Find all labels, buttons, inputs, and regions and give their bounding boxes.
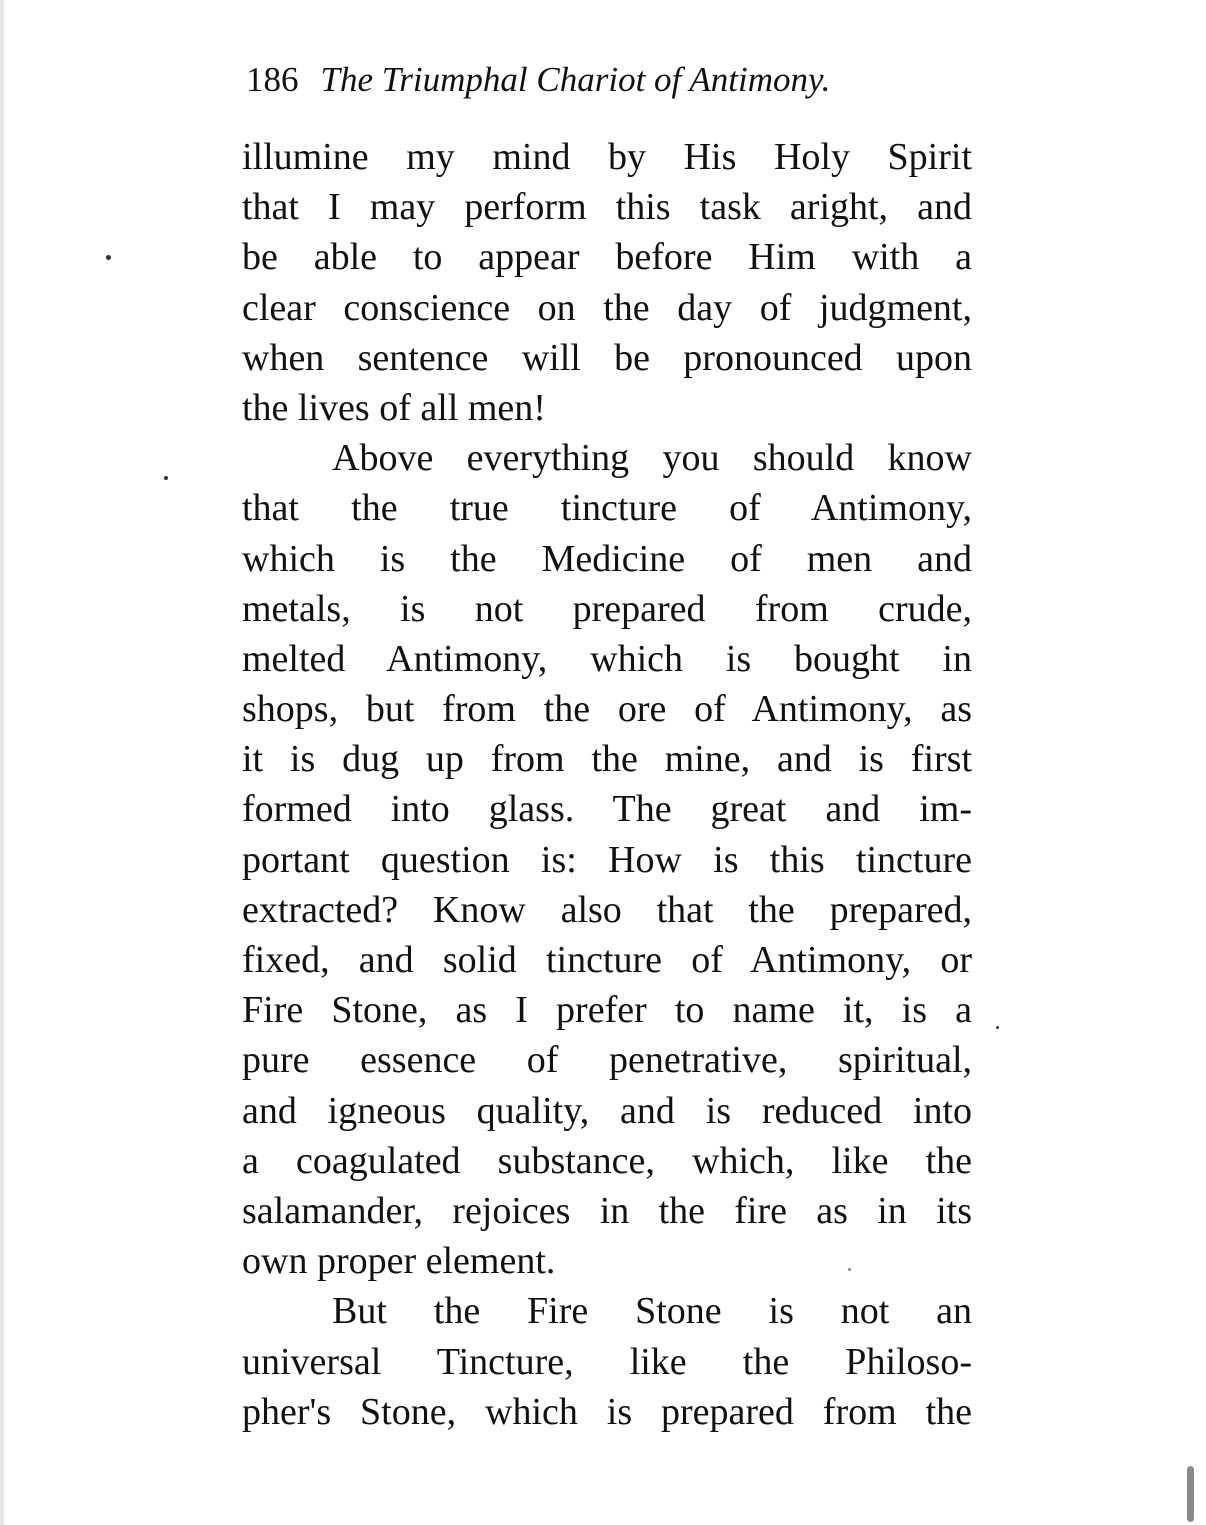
- text-line: salamander, rejoices in the fire as in its: [242, 1189, 972, 1232]
- text-line: metals, is not prepared from crude,: [242, 587, 972, 630]
- page-number: 186: [246, 60, 299, 99]
- running-head: [246, 56, 830, 104]
- page-left-edge: [0, 0, 4, 1525]
- text-line: be able to appear before Him with a: [242, 236, 972, 279]
- scrollbar-thumb[interactable]: [1187, 1466, 1194, 1522]
- text-line: melted Antimony, which is bought in: [242, 637, 972, 680]
- text-line: illumine my mind by His Holy Spirit: [242, 136, 972, 178]
- text-line: extracted? Know also that the prepared,: [242, 888, 972, 931]
- text-line: a coagulated substance, which, like the: [242, 1139, 972, 1182]
- text-line: the lives of all men!: [242, 386, 546, 429]
- text-line: and igneous quality, and is reduced into: [242, 1089, 972, 1132]
- text-line: formed into glass. The great and im-: [242, 788, 972, 831]
- text-line: it is dug up from the mine, and is first: [242, 738, 972, 781]
- text-line: when sentence will be pronounced upon: [242, 336, 972, 379]
- text-line: which is the Medicine of men and: [242, 537, 972, 580]
- text-line: universal Tincture, like the Philoso-: [242, 1340, 972, 1383]
- text-line: that the true tincture of Antimony,: [242, 487, 972, 530]
- paragraph-start-line: But the Fire Stone is not an: [332, 1290, 972, 1333]
- text-line: fixed, and solid tincture of Antimony, or: [242, 939, 972, 981]
- text-line: portant question is: How is this tincture: [242, 838, 972, 881]
- text-line: own proper element.: [242, 1240, 556, 1283]
- scan-speck: [164, 476, 168, 480]
- scan-speck: [996, 1026, 999, 1029]
- scan-speck: [106, 255, 111, 260]
- text-line: Fire Stone, as I prefer to name it, is a: [242, 989, 972, 1032]
- text-line: that I may perform this task aright, and: [242, 186, 972, 229]
- text-line: shops, but from the ore of Antimony, as: [242, 688, 972, 731]
- running-title: The Triumphal Chariot of Antimony.: [320, 60, 831, 99]
- text-line: pher's Stone, which is prepared from the: [242, 1390, 972, 1433]
- text-line: clear conscience on the day of judgment,: [242, 286, 972, 329]
- scan-speck: [848, 1268, 851, 1271]
- body-text: [242, 132, 972, 1437]
- paragraph-start-line: Above everything you should know: [332, 437, 972, 480]
- text-line: pure essence of penetrative, spiritual,: [242, 1039, 972, 1082]
